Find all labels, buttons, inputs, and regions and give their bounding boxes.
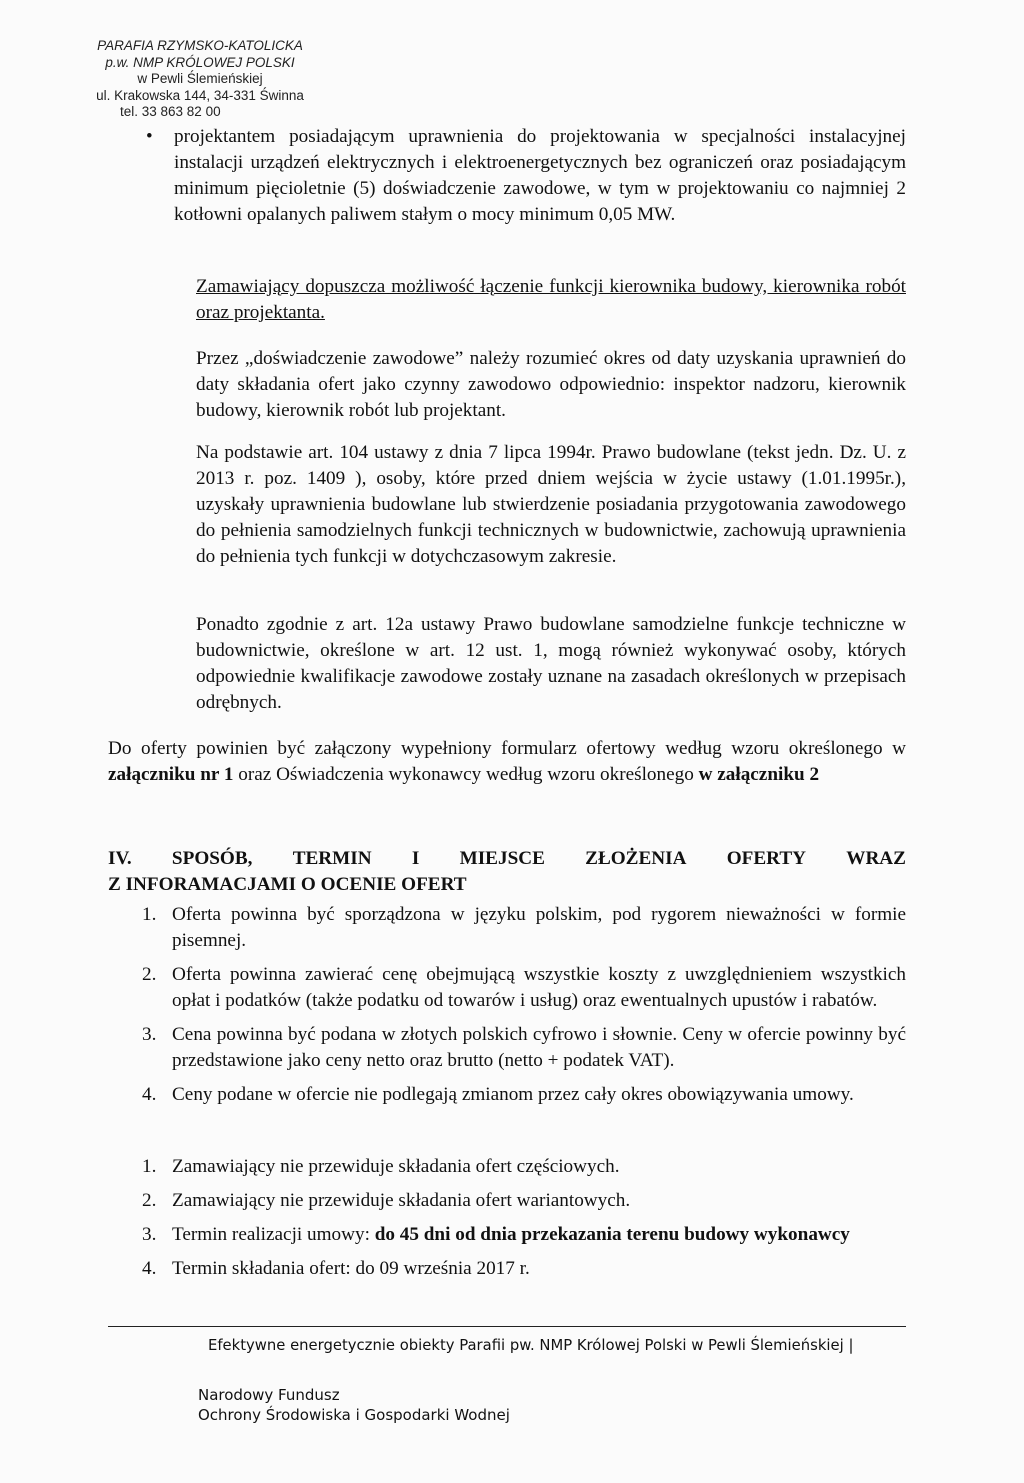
list-text: Cena powinna być podana w złotych polskich cyfrowo i słownie. Ceny w ofercie powinny być przedstawione jako ceny netto oraz brutto (netto + podatek VAT). xyxy=(172,1024,906,1071)
list-number: 1. xyxy=(142,1156,157,1177)
footer-project-title: Efektywne energetycznie obiekty Parafii pw. NMP Królowej Polski w Pewli Ślemieńskiej | xyxy=(208,1337,854,1354)
nfos-logo xyxy=(198,1385,618,1425)
deadline-bold-text: do 45 dni od dnia przekazania terenu budowy wykonawcy xyxy=(374,1224,850,1245)
offer-text-part1: Do oferty powinien być załączony wypełniony formularz ofertowy według wzoru określonego w xyxy=(108,738,906,759)
list-item xyxy=(108,1188,906,1214)
list-number: 2. xyxy=(142,1190,157,1211)
stamp-line-address: ul. Krakowska 144, 34-331 Świnna xyxy=(96,87,304,103)
heading-line-1 xyxy=(108,846,906,872)
list-number: 3. xyxy=(142,1224,157,1245)
offer-text-part2: oraz Oświadczenia wykonawcy według wzoru określonego xyxy=(233,764,699,785)
bullet-dot: • xyxy=(146,126,153,147)
experience-definition-paragraph: Przez „doświadczenie zawodowe” należy rozumieć okres od daty uzyskania uprawnień do daty składania ofert jako czynny zawodowo odpowiednio: inspektor nadzoru, kierownik budowy, kierownik robót lub projektant. xyxy=(196,348,906,421)
heading-word: IV. xyxy=(108,848,132,869)
list-text: Termin realizacji umowy: xyxy=(172,1224,375,1245)
list-number: 1. xyxy=(142,904,157,925)
heading-word: MIEJSCE xyxy=(459,848,545,869)
section-iv-heading xyxy=(108,846,906,898)
nfos-logo-line-1: Narodowy Fundusz xyxy=(198,1386,340,1404)
list-item xyxy=(108,902,906,954)
attachment-1-ref: załączniku nr 1 xyxy=(108,764,234,785)
footer-divider xyxy=(108,1326,906,1327)
stamp-line-church: p.w. NMP KRÓLOWEJ POLSKI xyxy=(105,54,295,70)
heading-word: I xyxy=(411,848,420,869)
list-text: Oferta powinna być sporządzona w języku polskim, pod rygorem nieważności w formie pisemnej. xyxy=(172,904,906,951)
heading-word: ZŁOŻENIA xyxy=(585,848,687,869)
list-item xyxy=(108,962,906,1014)
list-text: Oferta powinna zawierać cenę obejmującą wszystkie koszty z uwzględnieniem wszystkich opłat i podatków (także podatku od towarów i usług) oraz ewentualnych upustów i rabatów. xyxy=(172,964,906,1011)
list-number: 4. xyxy=(142,1084,157,1105)
list-item xyxy=(108,1022,906,1074)
list-item xyxy=(108,1154,906,1180)
list-number: 2. xyxy=(142,964,157,985)
heading-word: SPOSÓB, xyxy=(171,848,253,869)
list-number: 3. xyxy=(142,1024,157,1045)
list-text: Zamawiający nie przewiduje składania ofert częściowych. xyxy=(172,1156,620,1177)
heading-line-2: Z INFORAMACJAMI O OCENIE OFERT xyxy=(108,874,467,895)
offer-requirements-list xyxy=(108,902,906,1116)
heading-word: WRAZ xyxy=(846,848,906,869)
designer-requirement-bullet xyxy=(146,124,906,228)
list-text: Zamawiający nie przewiduje składania ofert wariantowych. xyxy=(172,1190,631,1211)
art12a-paragraph: Ponadto zgodnie z art. 12a ustawy Prawo budowlane samodzielne funkcje techniczne w budownictwie, określone w art. 12 ust. 1, mogą również wykonywać osoby, których odpowiednie kwalifikacje zawodowe zostały uznane na zasadach określonych w przepisach odrębnych. xyxy=(196,614,906,713)
stamp-line-parish: PARAFIA RZYMSKO-KATOLICKA xyxy=(97,38,303,53)
list-item xyxy=(108,1256,906,1282)
parish-stamp xyxy=(80,38,320,121)
attachment-2-ref: w załączniku 2 xyxy=(698,764,820,785)
heading-word: OFERTY xyxy=(726,848,806,869)
designer-requirement-text: projektantem posiadającym uprawnienia do projektowania w specjalności instalacyjnej instalacji urządzeń elektrycznych i elektroenergetycznych bez ograniczeń oraz posiadającym minimum pięcioletnie (5) doświadczenie zawodowe, w tym w projektowaniu co najmniej 2 kotłowni opalanych paliwem stałym o mocy minimum 0,05 MW. xyxy=(174,126,906,225)
offer-terms-list xyxy=(108,1154,906,1290)
stamp-line-phone: tel. 33 863 82 00 xyxy=(120,104,221,119)
combine-functions-paragraph: Zamawiający dopuszcza możliwość łączenie funkcji kierownika budowy, kierownika robót oraz projektanta. xyxy=(196,276,906,323)
list-item xyxy=(108,1222,906,1248)
stamp-line-location: w Pewli Ślemieńskiej xyxy=(137,71,263,86)
list-text: Termin składania ofert: do 09 września 2017 r. xyxy=(172,1258,530,1279)
offer-attachments-paragraph xyxy=(108,736,906,788)
list-item xyxy=(108,1082,906,1108)
art104-paragraph: Na podstawie art. 104 ustawy z dnia 7 lipca 1994r. Prawo budowlane (tekst jedn. Dz. U. z 2013 r. poz. 1409 ), osoby, które przed dniem wejścia w życie ustawy (1.01.1995r.), uzyskały uprawnienia budowlane lub stwierdzenie posiadania przygotowania zawodowego do pełnienia samodzielnych funkcji technicznych w budownictwie, zachowują uprawnienia do pełnienia tych funkcji w dotychczasowym zakresie. xyxy=(196,442,906,567)
list-text: Ceny podane w ofercie nie podlegają zmianom przez cały okres obowiązywania umowy. xyxy=(172,1084,854,1105)
list-number: 4. xyxy=(142,1258,157,1279)
heading-word: TERMIN xyxy=(292,848,372,869)
nfos-logo-line-2: Ochrony Środowiska i Gospodarki Wodnej xyxy=(198,1406,510,1424)
